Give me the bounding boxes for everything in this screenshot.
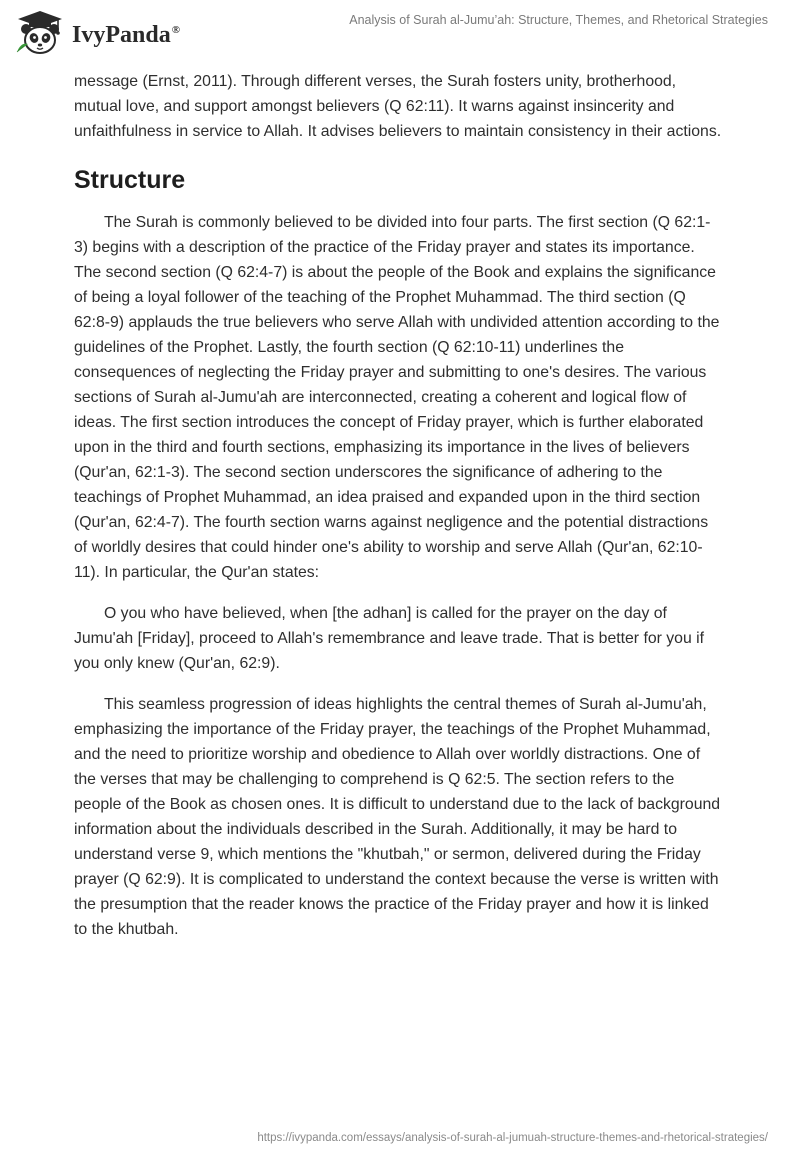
trademark-symbol: ® — [171, 23, 180, 36]
source-url[interactable]: https://ivypanda.com/essays/analysis-of-surah-al-jumuah-structure-themes-and-rhetorical-strategies/ — [257, 1132, 768, 1144]
page-header — [0, 0, 800, 70]
ivypanda-logo[interactable] — [14, 8, 180, 58]
document-title: Analysis of Surah al-Jumu’ah: Structure, Themes, and Rhetorical Strategies — [349, 13, 768, 27]
brand-name: IvyPanda® — [72, 21, 180, 48]
quote-paragraph: O you who have believed, when [the adhan] is called for the prayer on the day of Jumu'ah [Friday], proceed to Allah's remembrance and leave trade. That is better for you if you only knew (Qur'an, 62:9). — [74, 605, 705, 672]
essay-body — [74, 69, 724, 942]
intro-paragraph: message (Ernst, 2011). Through different verses, the Surah fosters unity, brotherhood, mutual love, and support amongst believers (Q 62:11). It warns against insincerity and unfaithfulness in service to Allah. It advises believers to maintain consistency in their actions. — [74, 73, 722, 140]
structure-heading: Structure — [74, 166, 186, 194]
closing-paragraph: This seamless progression of ideas highlights the central themes of Surah al-Jumu'ah, emphasizing the importance of the Friday prayer, the teachings of the Prophet Muhammad, and the need to prioritize worship and obedience to Allah over worldly distractions. One of the verses that may be challenging to comprehend is Q 62:5. The section refers to the people of the Book as chosen ones. It is difficult to understand due to the lack of background information about the individuals described in the Surah. Additionally, it may be hard to understand verse 9, which mentions the "khutbah," or sermon, delivered during the Friday prayer (Q 62:9). It is complicated to understand the context because the verse is written with the presumption that the reader knows the practice of the Friday prayer and how it is linked to the khutbah. — [74, 696, 721, 938]
panda-graduate-icon — [14, 8, 66, 58]
structure-paragraph: The Surah is commonly believed to be divided into four parts. The first section (Q 62:1-3) begins with a description of the practice of the Friday prayer and states its importance. The second section (Q 62:4-7) is about the people of the Book and explains the significance of being a loyal follower of the teaching of the Prophet Muhammad. The third section (Q 62:8-9) applauds the true believers who serve Allah with undivided attention according to the guidelines of the Prophet. Lastly, the fourth section (Q 62:10-11) underlines the consequences of neglecting the Friday prayer and submitting to one's desires. The various sections of Surah al-Jumu'ah are interconnected, creating a coherent and logical flow of ideas. The first section introduces the concept of Friday prayer, which is further elaborated upon in the third and fourth sections, emphasizing its importance in the lives of believers (Qur'an, 62:1-3). The second section underscores the significance of adhering to the teachings of Prophet Muhammad, an idea praised and expanded upon in the third section (Qur'an, 62:4-7). The fourth section warns against negligence and the potential distractions of worldly desires that could hinder one's ability to worship and serve Allah (Qur'an, 62:10-11). In particular, the Qur'an states: — [74, 214, 720, 581]
